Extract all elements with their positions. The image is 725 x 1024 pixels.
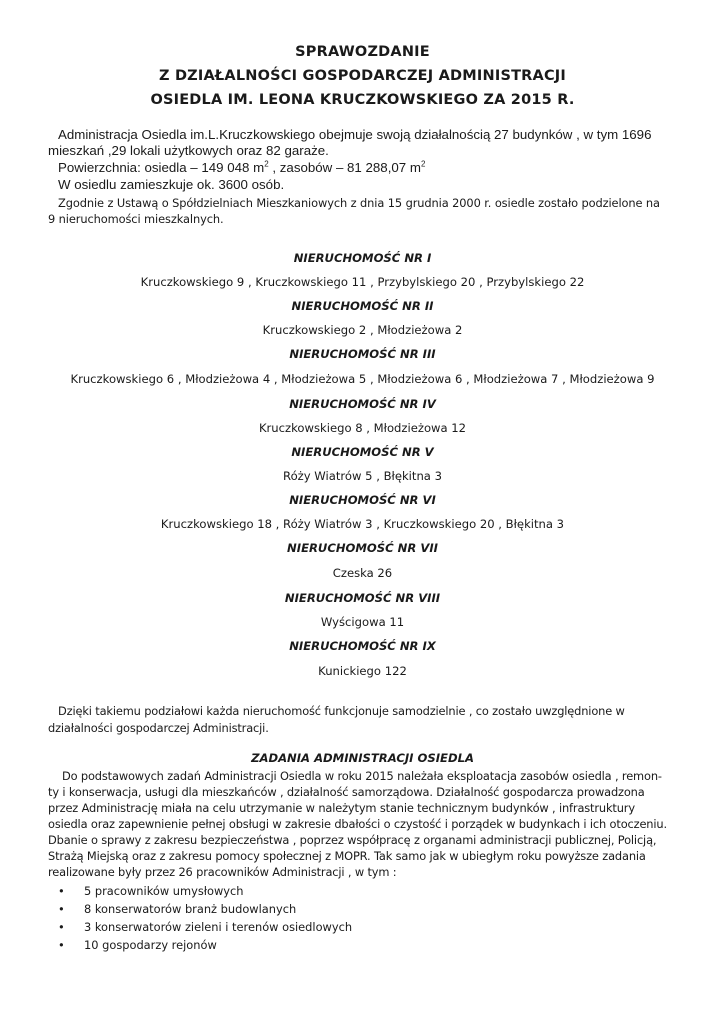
property-heading: NIERUCHOMOŚĆ NR III: [289, 347, 436, 361]
tasks-paragraph-line: Dbanie o sprawy z zakresu bezpieczeństwa , poprzez współpracę z organami administracji publicznej, Policją,: [48, 833, 657, 847]
tasks-paragraph-line: Do podstawowych zadań Administracji Osiedla w roku 2015 należała eksploatacja zasobów osiedla , remon-: [62, 769, 662, 783]
tasks-paragraph-line: osiedla oraz zapewnienie pełnej obsługi w zakresie dbałości o czystość i porządek w budynkach i ich otoczeniu.: [48, 817, 667, 831]
law-paragraph-line-2: 9 nieruchomości mieszkalnych.: [48, 212, 224, 226]
property-heading: NIERUCHOMOŚĆ NR II: [291, 299, 434, 313]
tasks-heading: ZADANIA ADMINISTRACJI OSIEDLA: [251, 751, 474, 765]
tasks-paragraph-line: przez Administrację miała na celu utrzymanie w należytym stanie technicznym budynków , infrastruktury: [48, 801, 635, 815]
intro-paragraph-line-1: Administracja Osiedla im.L.Kruczkowskiego obejmuje swoją działalnością 27 budynków , w tym 1696: [58, 127, 652, 142]
tasks-paragraph-line: Strażą Miejską oraz z zakresu pomocy społecznej z MOPR. Tak samo jak w ubiegłym roku powyższe zadania: [48, 849, 646, 863]
division-paragraph-line-1: Dzięki takiemu podziałowi każda nieruchomość funkcjonuje samodzielnie , co zostało uwzględnione w: [58, 704, 625, 718]
staff-list: [56, 882, 352, 954]
list-item: • 5 pracowników umysłowych: [56, 882, 352, 900]
list-item: • 8 konserwatorów branż budowlanych: [56, 900, 352, 918]
property-addresses: Kruczkowskiego 6 , Młodzieżowa 4 , Młodzieżowa 5 , Młodzieżowa 6 , Młodzieżowa 7 , Młodzieżowa 9: [70, 372, 655, 386]
property-addresses: Kruczkowskiego 18 , Róży Wiatrów 3 , Kruczkowskiego 20 , Błękitna 3: [160, 517, 565, 531]
property-addresses: Czeska 26: [332, 566, 393, 580]
intro-paragraph-line-2: mieszkań ,29 lokali użytkowych oraz 82 garaże.: [48, 143, 329, 158]
tasks-paragraph-line: realizowane były przez 26 pracowników Administracji , w tym :: [48, 865, 397, 879]
property-heading: NIERUCHOMOŚĆ NR VI: [289, 493, 436, 507]
report-title-line-3: OSIEDLA IM. LEONA KRUCZKOWSKIEGO ZA 2015 R.: [150, 92, 575, 108]
division-paragraph-line-2: działalności gospodarczej Administracji.: [48, 721, 269, 735]
property-heading: NIERUCHOMOŚĆ NR IX: [289, 639, 436, 653]
property-addresses: Kunickiego 122: [318, 664, 407, 678]
list-item: • 3 konserwatorów zieleni i terenów osiedlowych: [56, 918, 352, 936]
tasks-paragraph-line: ty i konserwacja, usługi dla mieszkańców , działalność samorządowa. Działalność gospodarcza prowadzona: [48, 785, 645, 799]
property-heading: NIERUCHOMOŚĆ NR VIII: [284, 591, 441, 605]
property-heading: NIERUCHOMOŚĆ NR V: [291, 445, 434, 459]
property-heading: NIERUCHOMOŚĆ NR I: [293, 251, 432, 265]
report-title-line-2: Z DZIAŁALNOŚCI GOSPODARCZEJ ADMINISTRACJI: [158, 68, 566, 84]
list-item: • 10 gospodarzy rejonów: [56, 936, 352, 954]
property-addresses: Kruczkowskiego 8 , Młodzieżowa 12: [258, 421, 467, 435]
property-addresses: Kruczkowskiego 2 , Młodzieżowa 2: [262, 323, 463, 337]
property-addresses: Kruczkowskiego 9 , Kruczkowskiego 11 , Przybylskiego 20 , Przybylskiego 22: [140, 275, 585, 289]
property-addresses: Róży Wiatrów 5 , Błękitna 3: [283, 469, 442, 483]
report-title-line-1: SPRAWOZDANIE: [295, 44, 430, 60]
law-paragraph-line-1: Zgodnie z Ustawą o Spółdzielniach Mieszkaniowych z dnia 15 grudnia 2000 r. osiedle zostało podzielone na: [58, 196, 660, 210]
property-heading: NIERUCHOMOŚĆ NR IV: [289, 397, 436, 411]
area-statement: Powierzchnia: osiedla – 149 048 $m^2$ , zasobów – 81 288,07 $m^2$: [58, 159, 426, 175]
property-addresses: Wyścigowa 11: [320, 615, 405, 629]
residents-statement: W osiedlu zamieszkuje ok. 3600 osób.: [58, 177, 285, 192]
property-heading: NIERUCHOMOŚĆ NR VII: [287, 541, 438, 555]
